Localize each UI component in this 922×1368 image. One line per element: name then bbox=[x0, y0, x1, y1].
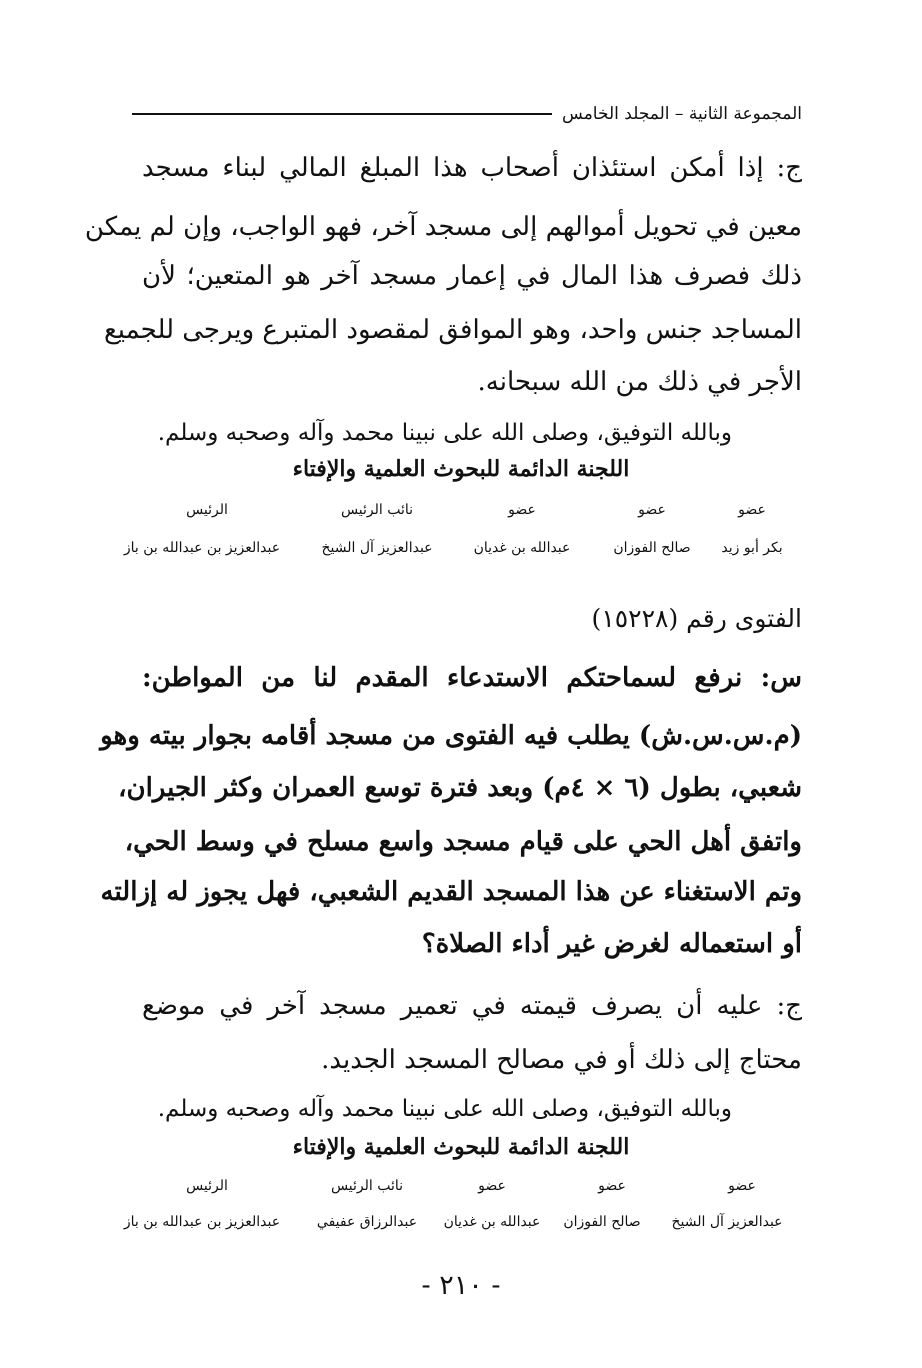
signatory-role: الرئيس bbox=[186, 1178, 228, 1194]
signatory-name: صالح الفوزان bbox=[613, 540, 691, 556]
answer-line: ذلك فصرف هذا المال في إعمار مسجد آخر هو المتعين؛ لأن bbox=[142, 261, 802, 291]
answer-line: معين في تحويل أموالهم إلى مسجد آخر، فهو الواجب، وإن لم يمكن bbox=[84, 212, 802, 242]
signatory-role: عضو bbox=[738, 502, 766, 518]
signatory-name: عبدالله بن غديان bbox=[443, 1214, 541, 1230]
answer-line: الأجر في ذلك من الله سبحانه. bbox=[477, 367, 802, 397]
signatory-role: نائب الرئيس bbox=[330, 1178, 404, 1194]
question-line: شعبي، بطول (٦ × ٤م) وبعد فترة توسع العمران وكثر الجيران، bbox=[118, 773, 802, 803]
answer-line: محتاج إلى ذلك أو في مصالح المسجد الجديد. bbox=[321, 1045, 802, 1075]
signatory-role: عضو bbox=[728, 1178, 756, 1194]
fatwa-number: الفتوى رقم (١٥٢٢٨) bbox=[591, 604, 802, 633]
signatory-role: الرئيس bbox=[186, 502, 228, 518]
question-line: وتم الاستغناء عن هذا المسجد القديم الشعبي، فهل يجوز له إزالته bbox=[100, 877, 802, 907]
signatory-name: عبدالرزاق عفيفي bbox=[316, 1214, 418, 1230]
signatory-name: بكر أبو زيد bbox=[721, 540, 783, 556]
signatory-name: عبدالعزيز بن عبدالله بن باز bbox=[123, 540, 281, 556]
signatory-name: عبدالعزيز آل الشيخ bbox=[321, 540, 433, 556]
answer-line: المساجد جنس واحد، وهو الموافق لمقصود المتبرع ويرجى للجميع bbox=[103, 315, 802, 345]
running-title: المجموعة الثانية – المجلد الخامس bbox=[562, 104, 802, 124]
committee-name: اللجنة الدائمة للبحوث العلمية والإفتاء bbox=[292, 456, 630, 482]
question-line: واتفق أهل الحي على قيام مسجد واسع مسلح في وسط الحي، bbox=[124, 827, 802, 857]
question-line: (م.س.س.ش) يطلب فيه الفتوى من مسجد أقامه بجوار بيته وهو bbox=[100, 721, 802, 751]
signatory-role: عضو bbox=[478, 1178, 506, 1194]
question-line: أو استعماله لغرض غير أداء الصلاة؟ bbox=[421, 929, 802, 959]
signatory-name: عبدالله بن غديان bbox=[473, 540, 571, 556]
closing-formula: وبالله التوفيق، وصلى الله على نبينا محمد وآله وصحبه وسلم. bbox=[157, 1096, 732, 1122]
signatory-role: نائب الرئيس bbox=[340, 502, 414, 518]
signatory-name: صالح الفوزان bbox=[563, 1214, 641, 1230]
header-rule bbox=[132, 113, 552, 115]
committee-name: اللجنة الدائمة للبحوث العلمية والإفتاء bbox=[292, 1134, 630, 1160]
answer-line: ج: عليه أن يصرف قيمته في تعمير مسجد آخر في موضع bbox=[142, 991, 802, 1021]
signatory-role: عضو bbox=[598, 1178, 626, 1194]
signatory-role: عضو bbox=[638, 502, 666, 518]
signatory-role: عضو bbox=[508, 502, 536, 518]
closing-formula: وبالله التوفيق، وصلى الله على نبينا محمد وآله وصحبه وسلم. bbox=[157, 420, 732, 446]
running-header bbox=[132, 98, 802, 130]
page-number: - ٢١٠ - bbox=[421, 1270, 501, 1301]
question-line: س: نرفع لسماحتكم الاستدعاء المقدم لنا من المواطن: bbox=[142, 663, 802, 693]
signatory-name: عبدالعزيز بن عبدالله بن باز bbox=[123, 1214, 281, 1230]
signatory-name: عبدالعزيز آل الشيخ bbox=[671, 1214, 783, 1230]
answer-line: ج: إذا أمكن استئذان أصحاب هذا المبلغ المالي لبناء مسجد bbox=[142, 153, 802, 183]
